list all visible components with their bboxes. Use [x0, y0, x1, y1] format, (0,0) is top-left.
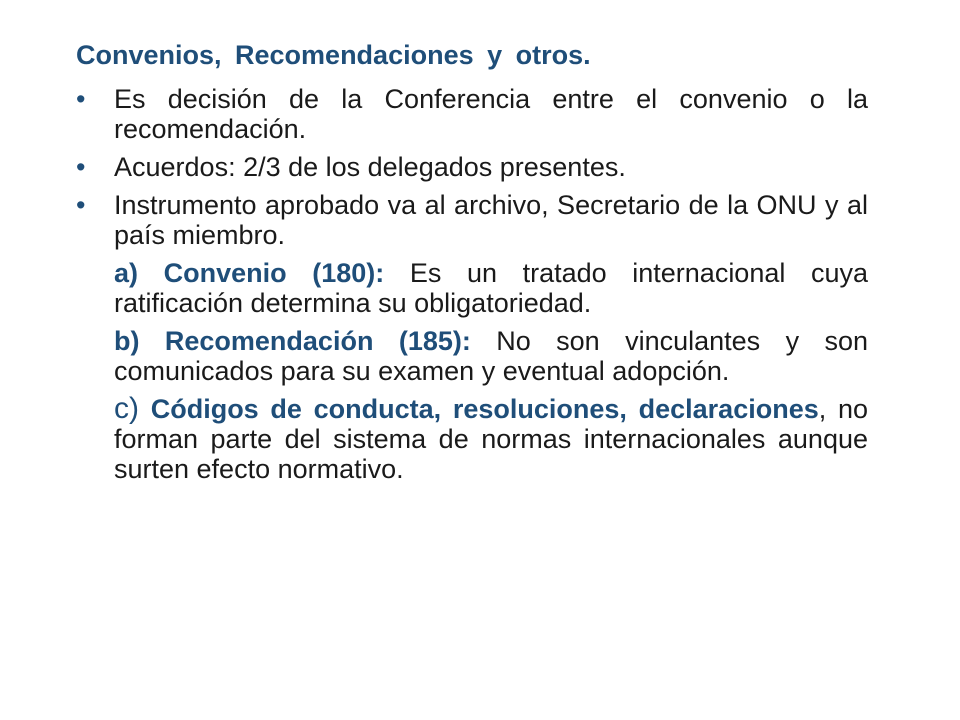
slide-title: Convenios, Recomendaciones y otros.	[76, 40, 591, 70]
sub-item-label: a) Convenio (180):	[114, 258, 385, 288]
sub-item-convenio	[114, 258, 868, 318]
sub-item-letter: c)	[114, 392, 139, 425]
sub-item-label: b) Recomendación (185):	[114, 326, 471, 356]
sub-item-recomendacion	[114, 326, 868, 386]
bullet-item	[76, 84, 868, 144]
bullet-icon: •	[76, 190, 86, 220]
sub-item-text: Es un tratado internacional cuya ratificación determina su obligatoriedad.	[114, 258, 868, 318]
sub-item-text: No son vinculantes y son comunicados para su examen y eventual adopción.	[114, 326, 869, 386]
bullet-text: Es decisión de la Conferencia entre el convenio o la recomendación.	[114, 84, 868, 144]
bullet-icon: •	[76, 152, 86, 182]
slide-content	[76, 84, 868, 492]
bullet-text: Instrumento aprobado va al archivo, Secretario de la ONU y al país miembro.	[114, 190, 868, 250]
bullet-icon: •	[76, 84, 86, 114]
sub-item-label: Códigos de conducta, resoluciones, declaraciones	[139, 394, 819, 424]
bullet-item	[76, 152, 868, 182]
sub-item-codigos	[114, 394, 868, 484]
sub-item-text: , no forman parte del sistema de normas internacionales aunque surten efecto normativo.	[114, 394, 868, 484]
bullet-text: Acuerdos: 2/3 de los delegados presentes.	[114, 152, 626, 182]
bullet-item	[76, 190, 868, 250]
